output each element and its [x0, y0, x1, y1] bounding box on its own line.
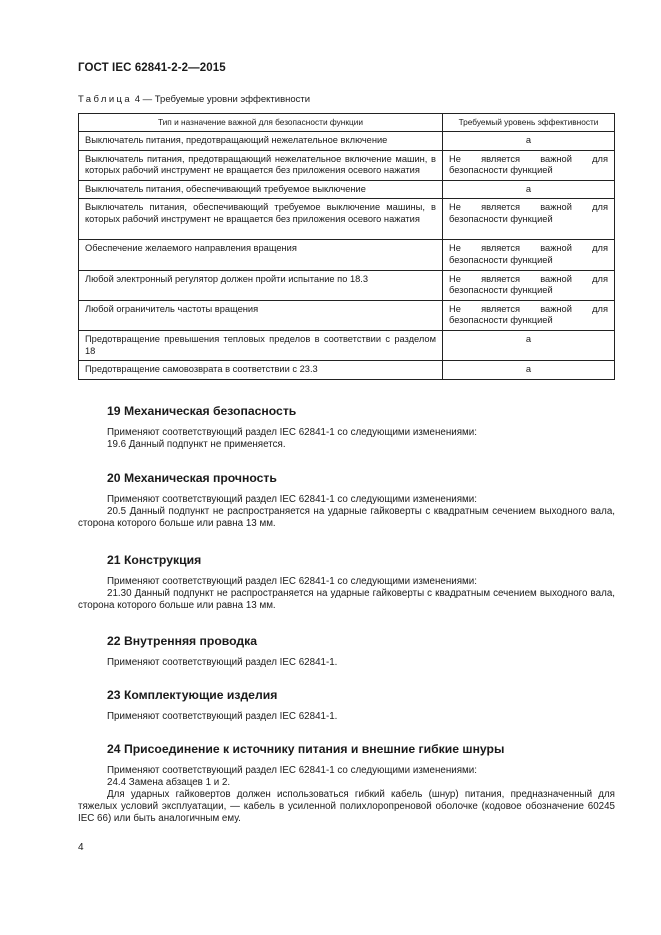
paragraph: Применяют соответствующий раздел IEC 62841-1.: [107, 711, 338, 722]
table-row: [79, 150, 615, 180]
table-header-row: [79, 114, 615, 132]
section-24: [78, 742, 615, 825]
paragraph: Применяют соответствующий раздел IEC 62841-1 со следующими изменениями:: [107, 765, 477, 776]
column-header-function: Тип и назначение важной для безопасности функции: [79, 114, 443, 132]
section-23: [78, 688, 615, 723]
level-cell: Не является важной для безопасности функцией: [443, 300, 615, 330]
paragraph: 21.30 Данный подпункт не распространяется на ударные гайковерты с квадратным сечением выходного вала, сторона которого больше или равна 13 мм.: [78, 588, 615, 611]
section-body: [78, 427, 615, 451]
table-caption-word: Таблица: [78, 94, 133, 105]
efficiency-levels-table: [78, 113, 615, 380]
table-row: [79, 180, 615, 199]
paragraph: 24.4 Замена абзацев 1 и 2.: [107, 777, 231, 788]
section-21: [78, 553, 615, 612]
level-cell: a: [443, 330, 615, 360]
section-heading: 24 Присоединение к источнику питания и внешние гибкие шнуры: [107, 742, 505, 756]
paragraph: 19.6 Данный подпункт не применяется.: [107, 439, 286, 450]
section-heading: 19 Механическая безопасность: [107, 404, 297, 418]
section-body: [78, 576, 615, 612]
function-cell: Предотвращение самовозврата в соответствии с 23.3: [79, 361, 443, 380]
section-body: [78, 494, 615, 530]
paragraph: Применяют соответствующий раздел IEC 62841-1.: [107, 657, 338, 668]
table-row: [79, 361, 615, 380]
level-cell: a: [443, 361, 615, 380]
document-code: ГОСТ IEC 62841-2-2—2015: [78, 62, 226, 74]
section-22: [78, 634, 615, 669]
level-cell: a: [443, 180, 615, 199]
table-row: [79, 199, 615, 240]
function-cell: Любой ограничитель частоты вращения: [79, 300, 443, 330]
level-cell: Не является важной для безопасности функцией: [443, 199, 615, 240]
section-heading: 22 Внутренняя проводка: [107, 634, 258, 648]
function-cell: Любой электронный регулятор должен пройти испытание по 18.3: [79, 270, 443, 300]
column-header-level: Требуемый уровень эффективности: [443, 114, 615, 132]
table-row: [79, 132, 615, 151]
table-row: [79, 240, 615, 270]
section-body: [78, 711, 615, 723]
function-cell: Выключатель питания, обеспечивающий требуемое выключение: [79, 180, 443, 199]
section-heading: 23 Комплектующие изделия: [107, 688, 278, 702]
function-cell: Выключатель питания, предотвращающий нежелательное включение: [79, 132, 443, 151]
table-row: [79, 270, 615, 300]
function-cell: Обеспечение желаемого направления вращения: [79, 240, 443, 270]
paragraph: 20.5 Данный подпункт не распространяется на ударные гайковерты с квадратным сечением выходного вала, сторона которого больше или равна 13 мм.: [78, 506, 615, 529]
level-cell: Не является важной для безопасности функцией: [443, 150, 615, 180]
section-19: [78, 404, 615, 451]
paragraph: Применяют соответствующий раздел IEC 62841-1 со следующими изменениями:: [107, 576, 477, 587]
paragraph: Применяют соответствующий раздел IEC 62841-1 со следующими изменениями:: [107, 427, 477, 438]
table-caption: [78, 94, 310, 105]
section-body: [78, 765, 615, 825]
section-heading: 21 Конструкция: [107, 553, 202, 567]
section-heading: 20 Механическая прочность: [107, 471, 277, 485]
section-20: [78, 471, 615, 530]
level-cell: Не является важной для безопасности функцией: [443, 270, 615, 300]
function-cell: Выключатель питания, обеспечивающий требуемое выключение машины, в которых рабочий инструмент не вращается без приложения осевого нажатия: [79, 199, 443, 240]
level-cell: Не является важной для безопасности функцией: [443, 240, 615, 270]
table-row: [79, 300, 615, 330]
level-cell: a: [443, 132, 615, 151]
table-row: [79, 330, 615, 360]
paragraph: Для ударных гайковертов должен использоваться гибкий кабель (шнур) питания, предназначенный для тяжелых условий эксплуатации, — кабель в усиленной полихлоропреновой оболочке (кодовое обозначение 60245 IEC 66) или быть аналогичным ему.: [78, 789, 615, 824]
page-number: 4: [78, 842, 84, 853]
section-body: [78, 657, 615, 669]
paragraph: Применяют соответствующий раздел IEC 62841-1 со следующими изменениями:: [107, 494, 477, 505]
function-cell: Выключатель питания, предотвращающий нежелательное включение машин, в которых рабочий инструмент не вращается без приложения осевого нажатия: [79, 150, 443, 180]
function-cell: Предотвращение превышения тепловых пределов в соответствии с разделом 18: [79, 330, 443, 360]
table-caption-text: 4 — Требуемые уровни эффективности: [134, 94, 311, 105]
